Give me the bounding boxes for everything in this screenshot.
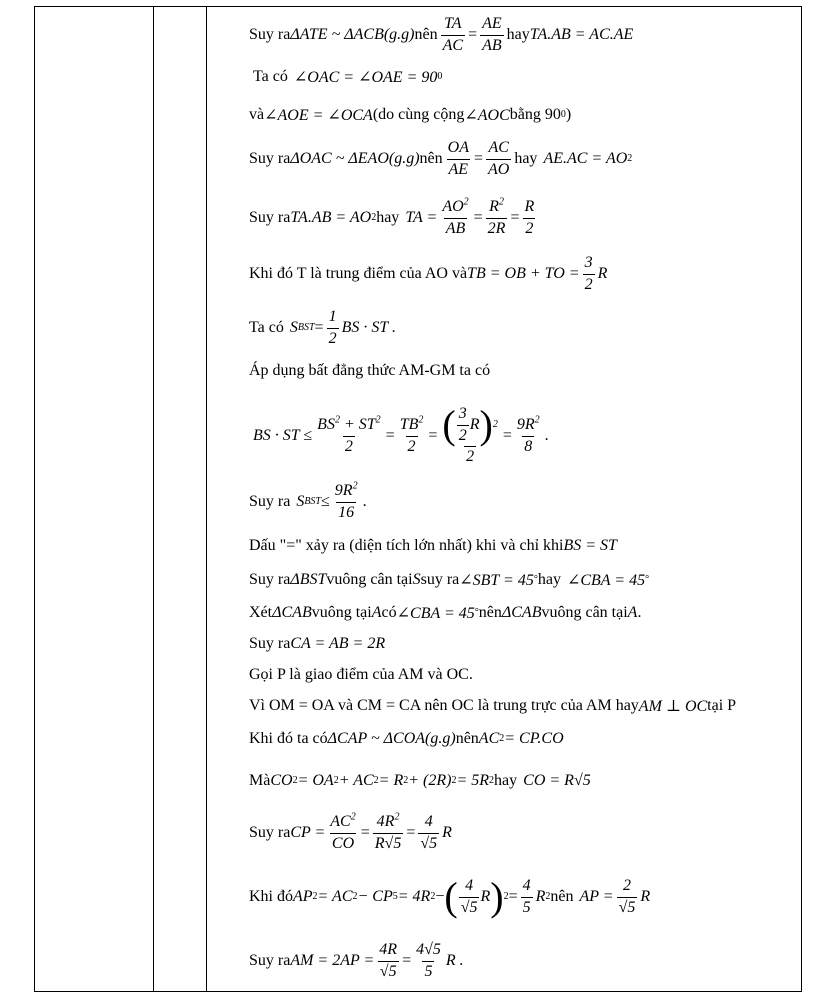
math-text: hay xyxy=(494,772,518,789)
math-text: ΔCAB xyxy=(272,604,312,621)
line-13: Xét ΔCAB vuông tại A có ∠CBA = 45 ° nên ΔCAB vuông cân tại A . xyxy=(249,604,642,622)
math-text: = xyxy=(502,427,512,444)
line-11 xyxy=(249,534,617,558)
line-16 xyxy=(249,694,736,718)
math-text: ΔCAP ~ ΔCOA xyxy=(327,730,426,747)
math-text: = OA xyxy=(297,772,334,789)
line-15 xyxy=(249,663,473,687)
math-text: vuông tại xyxy=(311,604,372,621)
fraction xyxy=(373,813,404,853)
math-text: (g.g) xyxy=(425,730,456,747)
math-text: CO = R√5 xyxy=(523,772,591,789)
math-text: 2 xyxy=(584,275,593,293)
math-text: 2 xyxy=(458,426,467,444)
math-text: TA xyxy=(444,15,462,33)
math-text: có xyxy=(381,604,397,621)
math-text: BS · ST . xyxy=(341,319,396,336)
math-text: Suy ra xyxy=(249,952,291,969)
math-text: ∠SBT = 45 xyxy=(459,572,534,589)
line-17: Khi đó ta có ΔCAP ~ ΔCOA (g.g) nên AC 2 = CP.CO xyxy=(249,730,564,747)
fraction xyxy=(522,198,536,238)
math-text: AB xyxy=(445,219,466,237)
math-text: AM = 2AP = xyxy=(290,952,375,969)
math-text: Vì OM = OA và CM = CA nên OC là trung trực của AM hay xyxy=(249,697,639,714)
line-3: và ∠AOE = ∠OCA (do cùng cộng ∠AOC bằng 90 0 ) xyxy=(249,106,572,124)
math-text: 2 xyxy=(328,329,337,347)
fraction xyxy=(328,813,357,853)
math-text: R xyxy=(535,888,546,905)
math-text: S xyxy=(289,319,298,336)
math-text: CO xyxy=(270,772,293,789)
math-text: Ta có xyxy=(253,68,288,85)
fraction xyxy=(583,254,595,294)
math-text: Khi đó T là trung điểm của AO và xyxy=(249,265,468,282)
math-text: = R xyxy=(378,772,404,789)
fraction xyxy=(377,941,399,981)
line-8 xyxy=(249,359,490,383)
line-4: Suy ra ΔOAC ~ ΔEAO (g.g) nên $\frac{OA}{AE}$ = $\frac{AC}{AO}$ hay AE.AC = AO 2 xyxy=(249,139,633,178)
math-text: S xyxy=(296,493,305,510)
line-6 xyxy=(249,251,607,297)
fraction xyxy=(418,813,439,853)
math-text: 4 xyxy=(424,813,433,831)
math-text: Xét xyxy=(249,604,273,621)
math-text: √5 xyxy=(379,962,397,980)
math-text: 5 xyxy=(522,898,531,916)
math-text: 2 xyxy=(407,437,416,455)
math-text: tại P xyxy=(707,697,737,714)
math-text: = xyxy=(402,952,412,969)
math-text: = CP.CO xyxy=(504,730,564,747)
math-text: S xyxy=(412,571,421,588)
math-text: AC xyxy=(488,139,509,157)
math-text: − xyxy=(435,888,445,905)
math-text: 2 xyxy=(466,448,475,466)
math-text: ≤ xyxy=(321,493,330,510)
math-text: hay xyxy=(376,209,400,226)
math-text: + AC xyxy=(338,772,374,789)
math-text: 9R xyxy=(334,482,353,500)
math-text: vuông cân tại xyxy=(326,571,413,588)
math-text: √5 xyxy=(420,834,438,852)
math-text: (g.g) xyxy=(388,150,420,167)
math-text: nên xyxy=(455,730,479,747)
math-text: = xyxy=(473,150,483,167)
math-text: hay xyxy=(537,571,561,588)
line-18: Mà CO 2 = OA 2 + AC 2 = R 2 + (2R) 2 = 5R 2 hay CO = R√5 xyxy=(249,772,591,789)
math-text: AB xyxy=(482,36,502,54)
math-text: R . xyxy=(445,952,464,969)
line-2: Ta có ∠OAC = ∠OAE = 90 0 xyxy=(253,68,443,86)
math-text: CP = xyxy=(290,824,326,841)
math-text: Suy ra xyxy=(249,571,291,588)
math-text: R xyxy=(640,888,651,905)
math-text: ΔBST xyxy=(290,571,327,588)
math-text: AC xyxy=(478,730,500,747)
math-text: ∠AOE = ∠OCA xyxy=(264,107,373,124)
math-text: 2 xyxy=(418,414,424,426)
fraction xyxy=(515,416,542,456)
fraction: ( $\frac{3}{2}$ R ) 2 2 xyxy=(442,402,498,466)
math-text: = xyxy=(473,209,483,226)
math-text: Mà xyxy=(249,772,271,789)
math-text: 2 xyxy=(622,877,631,895)
math-text: R xyxy=(442,824,452,841)
math-text: (g.g) xyxy=(383,26,415,43)
math-text: TB xyxy=(399,416,419,434)
math-text: A xyxy=(371,604,382,621)
math-text: Ta có xyxy=(249,319,284,336)
math-text: R xyxy=(489,198,499,216)
math-text: 1 xyxy=(328,308,337,326)
math-text: nên xyxy=(550,888,574,905)
math-text: ∠AOC xyxy=(464,107,510,124)
math-text: bằng 90 xyxy=(509,106,561,123)
math-text: AP = xyxy=(579,888,614,905)
fraction xyxy=(441,15,465,55)
math-text: ΔOAC ~ ΔEAO xyxy=(290,150,389,167)
fraction xyxy=(333,482,360,522)
math-text: và xyxy=(249,106,265,123)
math-text: nên xyxy=(414,26,438,43)
math-text: AC xyxy=(330,813,351,831)
math-text: = 4R xyxy=(397,888,431,905)
math-text: ∠CBA = 45 xyxy=(566,572,646,589)
math-text: Dấu "=" xảy ra (diện tích lớn nhất) khi và chỉ khi xyxy=(249,537,564,554)
line-1 xyxy=(249,13,633,57)
math-text: CO xyxy=(331,834,355,852)
math-text: = 5R xyxy=(456,772,490,789)
math-text: √5 xyxy=(618,898,636,916)
line-20: Khi đó AP 2 = AC 2 − CP 5 = 4R 2 − ( $\frac{4}{√5}$ R ) 2 = $\frac{4}{5}$ R 2 nên AP = $\frac{2}{√5}$ R xyxy=(249,874,651,919)
math-text: Suy ra xyxy=(249,209,291,226)
math-text: R√5 xyxy=(374,834,402,852)
math-text: AE xyxy=(482,15,502,33)
fraction xyxy=(446,139,471,179)
column-divider-1 xyxy=(153,7,154,991)
math-text: TA.AB = AC.AE xyxy=(529,26,634,43)
math-text: ) xyxy=(565,106,572,123)
line-21 xyxy=(249,935,464,987)
solution-table xyxy=(34,6,802,992)
math-text: Khi đó xyxy=(249,888,293,905)
math-text: hay xyxy=(514,150,538,167)
math-text: Suy ra xyxy=(249,824,291,841)
line-7: Ta có S BST = $\frac{1}{2}$ BS · ST . xyxy=(249,308,396,347)
math-text: − CP xyxy=(357,888,393,905)
math-text: 4 xyxy=(465,877,474,895)
math-text: AM ⊥ OC xyxy=(638,698,708,715)
math-text: 5 xyxy=(424,962,433,980)
math-text: 2 xyxy=(334,414,340,426)
math-text: = xyxy=(428,427,438,444)
math-text: 3 xyxy=(584,254,593,272)
math-text: ΔATE ~ ΔACB xyxy=(290,26,384,43)
math-text: = xyxy=(508,888,518,905)
fraction xyxy=(521,877,533,917)
math-text: 2 xyxy=(525,219,534,237)
line-19 xyxy=(249,807,452,859)
math-text: 2 xyxy=(534,414,540,426)
math-text: 2 xyxy=(394,811,400,823)
math-text: BS · ST ≤ xyxy=(253,427,313,444)
fraction xyxy=(480,15,504,55)
math-text: AC xyxy=(442,36,464,54)
math-text: + (2R) xyxy=(408,772,452,789)
math-text: Suy ra xyxy=(249,635,291,652)
math-text: (do cùng cộng xyxy=(372,106,465,123)
math-text: = xyxy=(468,26,478,43)
math-text: BS = ST xyxy=(563,537,617,554)
math-text: Gọi P là giao điểm của AM và OC. xyxy=(249,666,473,683)
math-text: OA xyxy=(447,139,469,157)
math-text: 2 xyxy=(498,196,504,208)
math-text: A xyxy=(627,604,638,621)
math-text: 2 xyxy=(350,811,356,823)
math-text: = xyxy=(385,427,395,444)
math-text: Khi đó ta có xyxy=(249,730,328,747)
math-text: 4√5 xyxy=(416,941,441,959)
fraction xyxy=(440,198,470,238)
column-divider-2 xyxy=(206,7,207,991)
math-text: 9R xyxy=(516,416,535,434)
math-text: Suy ra xyxy=(249,26,291,43)
fraction xyxy=(486,139,511,179)
math-text: suy ra xyxy=(420,571,460,588)
math-text: TA.AB = AO xyxy=(290,209,372,226)
math-text: 2 xyxy=(463,196,469,208)
math-text: vuông cân tại xyxy=(541,604,628,621)
fraction xyxy=(486,198,508,238)
math-text: = xyxy=(360,824,370,841)
math-text: 4 xyxy=(522,877,531,895)
math-text: AP xyxy=(293,888,313,905)
math-text: 16 xyxy=(338,503,355,521)
math-text: . xyxy=(544,427,549,444)
fraction xyxy=(457,405,469,445)
fraction xyxy=(315,416,382,456)
math-text: AO xyxy=(442,198,464,216)
math-text: AE xyxy=(448,160,469,178)
math-text: R xyxy=(480,888,491,905)
math-text: ∠OAC = ∠OAE = 90 xyxy=(293,69,438,86)
math-text: 4R xyxy=(376,813,395,831)
math-text: . xyxy=(637,604,642,621)
math-text: nên xyxy=(419,150,443,167)
math-text: = AC xyxy=(317,888,353,905)
fraction xyxy=(398,416,426,456)
fraction xyxy=(459,877,480,917)
math-text: . xyxy=(362,493,367,510)
line-5: Suy ra TA.AB = AO 2 hay TA = $\frac{AO^2}{AB}$ = $\frac{R^2}{2R}$ = $\frac{R}{2}$ xyxy=(249,196,535,237)
math-text: = xyxy=(314,319,324,336)
math-text: Suy ra xyxy=(249,493,291,510)
math-text: Suy ra xyxy=(249,150,291,167)
math-text: TB = OB + TO = xyxy=(467,265,580,282)
math-text: Áp dụng bất đẳng thức AM-GM ta có xyxy=(249,362,491,379)
math-text: 3 xyxy=(458,405,467,423)
math-text: + ST xyxy=(339,416,376,434)
line-12: Suy ra ΔBST vuông cân tại S suy ra ∠SBT = 45 ° hay ∠CBA = 45 ° xyxy=(249,571,650,589)
math-text: = xyxy=(406,824,416,841)
line-14 xyxy=(249,632,385,656)
line-9 xyxy=(253,391,549,481)
math-text: R xyxy=(524,198,535,216)
line-10: Suy ra S BST ≤ $\frac{9R^2}{16}$ . xyxy=(249,480,367,521)
math-text: AE.AC = AO xyxy=(543,150,628,167)
math-text: ΔCAB xyxy=(501,604,542,621)
math-text: 2 xyxy=(344,437,353,455)
math-text: 4R xyxy=(379,941,398,959)
fraction xyxy=(414,941,443,981)
math-text: 2R xyxy=(487,219,506,237)
math-text: nên xyxy=(478,604,502,621)
math-text: ∠CBA = 45 xyxy=(396,605,475,622)
math-text: AO xyxy=(488,160,510,178)
fraction xyxy=(617,877,638,917)
math-text: CA = AB = 2R xyxy=(290,635,386,652)
math-text: BS xyxy=(317,416,335,434)
math-text: = xyxy=(510,209,520,226)
math-text: R xyxy=(469,416,480,434)
math-text: TA = xyxy=(405,209,438,226)
math-text: 8 xyxy=(524,437,533,455)
math-text: 2 xyxy=(352,480,358,492)
math-text: R xyxy=(597,265,608,282)
math-text: √5 xyxy=(460,898,478,916)
fraction xyxy=(327,308,339,348)
math-text: hay xyxy=(506,26,530,43)
math-text: 2 xyxy=(375,414,381,426)
